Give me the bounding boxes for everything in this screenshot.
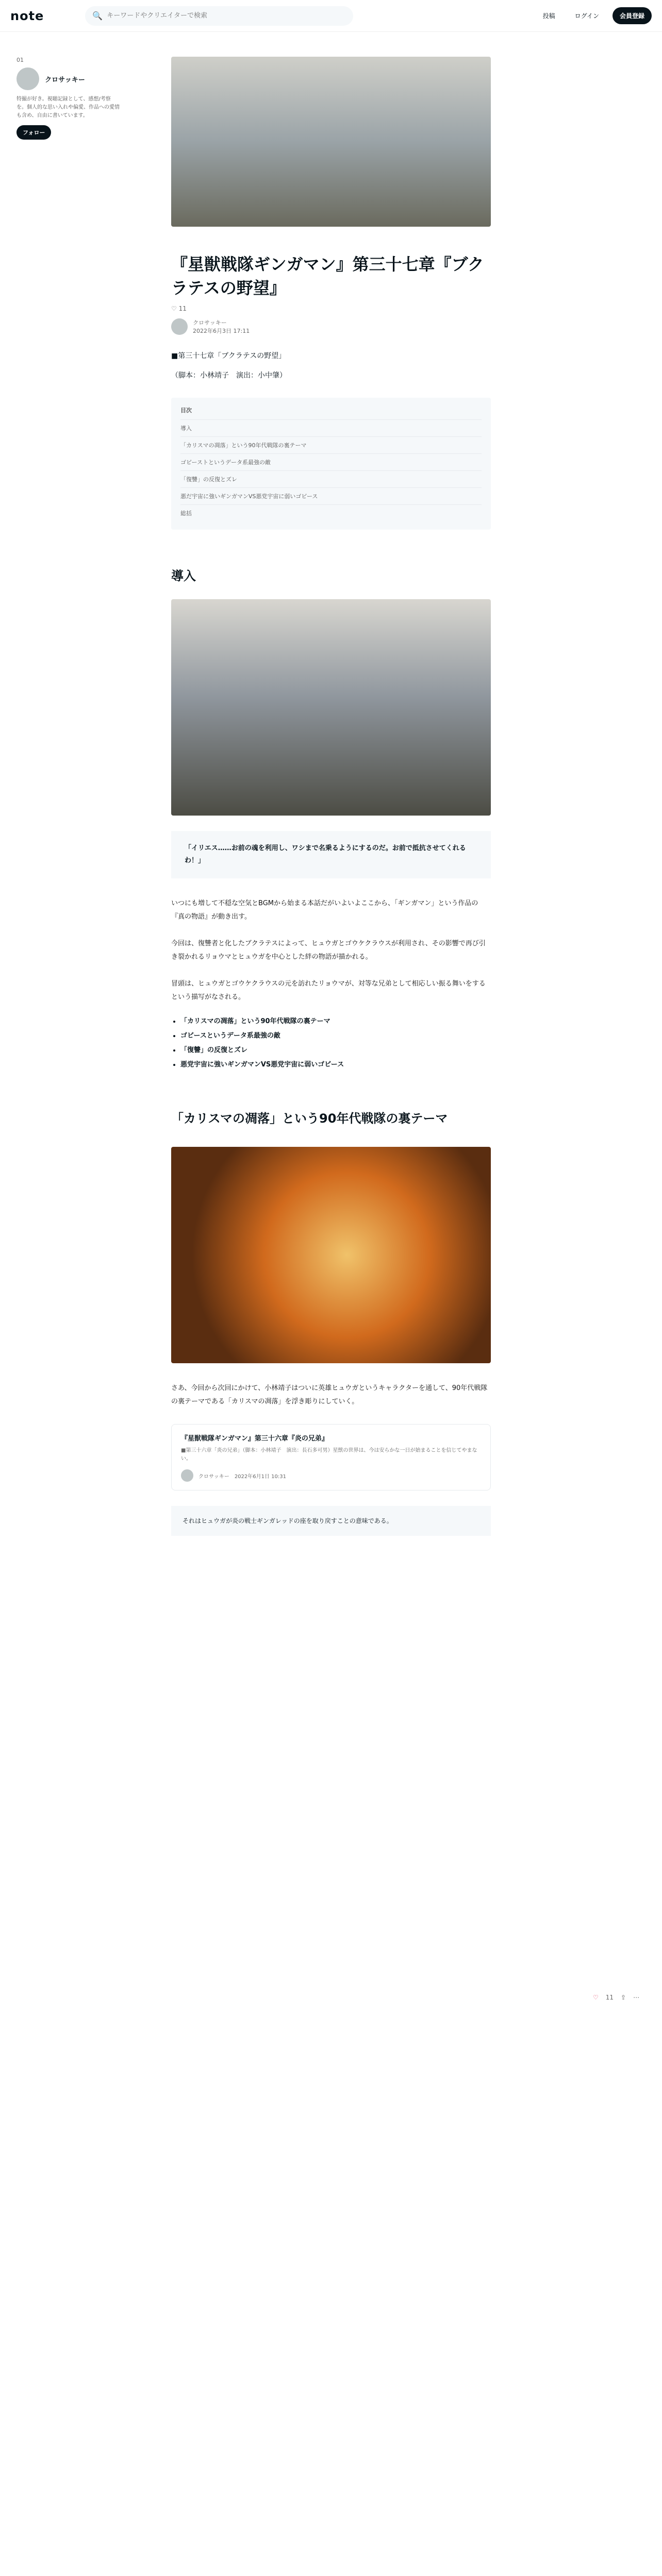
card-desc: ■第三十六章「炎の兄弟」（脚本：小林靖子 演出：長石多可男）星獣の世界は、今は安らかな一日が始まることを信じてやまない。 xyxy=(181,1448,477,1462)
toc-item[interactable]: 悪だ宇宙に強いギンガマンVS悪党宇宙に弱いゴビース xyxy=(180,487,482,504)
like-number: 11 xyxy=(178,305,187,312)
post-button[interactable]: 投稿 xyxy=(542,12,555,20)
search-input[interactable] xyxy=(107,12,346,20)
search-box[interactable] xyxy=(85,6,353,26)
card-date: 2022年6月1日 10:31 xyxy=(234,1473,286,1480)
toc-title: 目次 xyxy=(180,407,192,414)
floating-actions xyxy=(593,1994,639,2001)
like-count-float: 11 xyxy=(605,1994,614,2001)
related-article-card[interactable] xyxy=(171,1424,491,1490)
author-avatar[interactable] xyxy=(171,318,188,335)
toc-item[interactable]: 「復讐」の反復とズレ xyxy=(180,470,482,487)
search-icon: 🔍 xyxy=(92,11,103,21)
article xyxy=(171,57,491,1536)
avatar[interactable] xyxy=(16,67,39,90)
list-item: • ゴビースというデータ系最強の敵 xyxy=(180,1029,491,1043)
paragraph: 冒頭は、ヒュウガとゴウケクラウスの元を訪れたリョウマが、対等な兄弟として相応しい振る舞いをするという描写がなされる。 xyxy=(171,980,486,1001)
section-image xyxy=(171,599,491,816)
quote-block-2: それはヒュウガが炎の戦士ギンガレッドの座を取り戻すことの意味である。 xyxy=(171,1506,491,1536)
card-avatar xyxy=(181,1469,193,1482)
fire-image xyxy=(171,1147,491,1363)
toc-item[interactable]: 導入 xyxy=(180,419,482,436)
paragraph: いつにも増して不穏な空気とBGMから始まる本話だがいよいよここから、「ギンガマン」という作品の『真の物語』が動き出す。 xyxy=(171,900,478,921)
paragraph: 今回は、復讐者と化したブクラテスによって、ヒュウガとゴウケクラウスが利用され、その影響で再び引き裂かれるリョウマとヒュウガを中心とした絆の物語が描かれる。 xyxy=(171,940,486,961)
credits: （脚本：小林靖子 演出：小中肇） xyxy=(171,371,287,380)
topic-list xyxy=(171,1014,491,1072)
body-text xyxy=(171,897,491,1004)
section-heading-main: 「カリスマの凋落」という90年代戦隊の裏テーマ xyxy=(171,1111,448,1126)
list-item: • 「カリスマの凋落」という90年代戦隊の裏テーマ xyxy=(180,1014,491,1029)
author-bio: 特撮が好き。視聴記録として、感想/考察を。個人的な思い入れや偏愛、作品への愛情も含め、自由に書いています。 xyxy=(16,96,120,118)
share-icon[interactable]: ⇪ xyxy=(621,1994,626,2001)
table-of-contents xyxy=(171,398,491,530)
author-name[interactable]: クロサッキー xyxy=(45,76,85,84)
top-bar xyxy=(0,0,662,32)
article-title: 『星獣戦隊ギンガマン』第三十七章『ブクラテスの野望』 xyxy=(171,255,484,298)
hero-image xyxy=(171,57,491,227)
card-author-row xyxy=(181,1469,481,1482)
author-row xyxy=(171,318,491,335)
section-heading-intro: 導入 xyxy=(171,569,196,583)
quote-block: 「イリエス……お前の魂を利用し、ワシまで名乗るようにするのだ。お前で抵抗させてくれるわ！」 xyxy=(171,831,491,878)
post-date: 2022年6月3日 17:11 xyxy=(193,328,250,334)
top-actions xyxy=(537,7,652,24)
follow-button[interactable]: フォロー xyxy=(16,125,51,140)
card-author: クロサッキー xyxy=(198,1473,229,1480)
like-icon[interactable]: ♡ xyxy=(593,1994,599,2001)
author-line[interactable]: クロサッキー xyxy=(193,319,227,326)
section-text: さあ、今回から次回にかけて、小林靖子はついに英雄ヒュウガというキャラクターを通して、90年代戦隊の裏テーマである「カリスマの凋落」を浮き彫りにしていく。 xyxy=(171,1384,488,1405)
login-button[interactable]: ログイン xyxy=(574,12,599,20)
sidebar-label: 01 xyxy=(16,57,24,63)
like-count: ♡ 11 xyxy=(171,305,187,312)
toc-item[interactable]: 総括 xyxy=(180,504,482,521)
lead: ■第三十七章「ブクラテスの野望」 xyxy=(171,352,286,360)
toc-item[interactable]: ゴビーストというデータ系最強の敵 xyxy=(180,453,482,470)
card-title[interactable]: 『星獣戦隊ギンガマン』第三十六章『炎の兄弟』 xyxy=(181,1435,328,1443)
sidebar xyxy=(16,57,120,140)
list-item: • 悪党宇宙に強いギンガマンVS悪党宇宙に弱いゴビース xyxy=(180,1058,491,1072)
list-item: • 「復讐」の反復とズレ xyxy=(180,1043,491,1058)
bookmark-icon[interactable]: ⋯ xyxy=(633,1994,640,2001)
note-logo[interactable]: note xyxy=(10,8,44,23)
signup-button[interactable]: 会員登録 xyxy=(613,7,652,24)
toc-item[interactable]: 「カリスマの凋落」という90年代戦隊の裏テーマ xyxy=(180,436,482,453)
